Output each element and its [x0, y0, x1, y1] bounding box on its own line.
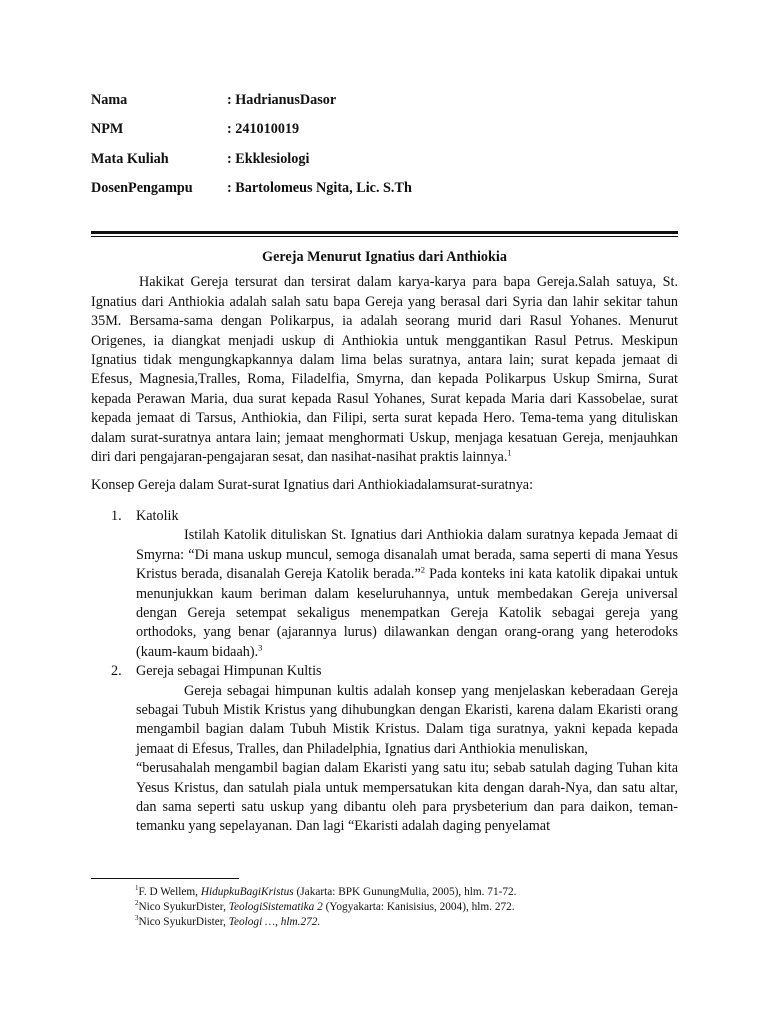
footnote-ref: 3 [258, 641, 263, 652]
footnote-ref: 1 [507, 447, 512, 458]
footnote-ref: 2 [420, 564, 426, 575]
header-row-lecturer [91, 180, 412, 209]
quote-paragraph: “berusahalah mengambil bagian dalam Ekaristi yang satu itu; sebab satulah daging Tuhan kita Yesus Kristus, dan satulah piala untuk mempersatukan kita dengan darah-Nya, dan satu altar, dan sama seperti satu uskup yang dibantu oleh para prysbeterium dan para daikon, teman-temanku yang sepelayanan. Dan lagi “Ekaristi adalah daging penyelamat [136, 760, 678, 835]
footnote-title: TeologiSistematika 2 [228, 901, 323, 913]
footnote-author: F. D Wellem, [138, 886, 201, 898]
footnote-author: Nico SyukurDister, [138, 901, 229, 913]
footnote [91, 915, 678, 930]
list-item-heading: Gereja sebagai Himpunan Kultis [136, 663, 322, 680]
footnote-title: Teologi …, hlm.272. [228, 916, 321, 928]
identity-header [91, 92, 412, 210]
header-value: : Bartolomeus Ngita, Lic. S.Th [227, 180, 412, 197]
concept-list [91, 507, 678, 837]
footnote-separator [91, 878, 239, 879]
header-label: Mata Kuliah [91, 150, 169, 167]
footnote-mark: 2 [135, 899, 139, 908]
document-body [91, 248, 678, 837]
list-item [91, 662, 678, 837]
header-row-npm [91, 121, 412, 150]
header-divider-thick [91, 231, 678, 234]
list-item-heading: Katolik [136, 507, 179, 524]
header-value: : HadrianusDasor [227, 92, 337, 108]
header-value: : 241010019 [227, 121, 300, 138]
list-item-text: Pada konteks ini kata katolik dipakai untuk menunjukkan kaum beriman dalam keseluruhannya, untuk membedakan Gereja universal dengan Gereja setempat sekaligus menempatkan Gereja Katolik sebagai gereja yang orthodoks, yang benar (ajarannya lurus) dilawankan dengan orang-orang yang heterodoks (kaum-kaum bidaah). [136, 566, 678, 660]
header-row-course [91, 151, 412, 180]
list-item-paragraph: Gereja sebagai himpunan kultis adalah konsep yang menjelaskan keberadaan Gereja sebagai Tubuh Mistik Kristus yang dihubungkan dengan Ekaristi, karena dalam Ekaristi orang mengambil bagian dalam Tubuh Mistik Kristus. Dalam tiga suratnya, yakni kepada kepada jemaat di Efesus, Tralles, dan Philadelphia, Ignatius dari Anthiokia menuliskan, [136, 682, 678, 757]
list-number: 2. [111, 663, 122, 680]
header-row-name [91, 92, 412, 121]
list-item-text: Istilah Katolik dituliskan St. Ignatius dari Anthiokia dalam suratnya kepada Jemaat di Smyrna: “Di mana uskup muncul, semoga disanalah umat berada, sama seperti di mana Yesus Kristus berada, disanalah Gereja Katolik berada.” [136, 527, 678, 583]
intro-text: Hakikat Gereja tersurat dan tersirat dalam karya-karya para bapa Gereja.Salah satuya, St. Ignatius dari Anthiokia adalah salah satu bapa Gereja yang berasal dari Syria dan lahir sekitar tahun 35M. Bersama-sama dengan Polikarpus, ia adalah seorang murid dari Rasul Yohanes. Menurut Origenes, ia diangkat menjadi uskup di Anthiokia untuk menggantikan Rasul Petrus. Meskipun Ignatius tidak mengungkapkannya dalam lima belas suratnya, antara lain; surat kepada jemaat di Efesus, Magnesia,Tralles, Roma, Filadelfia, Smyrna, dan kepada Polikarpus Uskup Smirna, Surat kepada Perawan Maria, dua surat kepada Rasul Yohanes, Surat kepada Maria dari Kassobelae, surat kepada jemaat di Tarsus, Anthiokia, dan Filipi, serta surat kepada Hero. Tema-tema yang dituliskan dalam surat-suratnya antara lain; jemaat menghormati Uskup, menjaga kesatuan Gereja, menjauhkan diri dari pengajaran-pengajaran sesat, dan nasihat-nasihat praktis lainnya. [91, 274, 678, 466]
header-label: Nama [91, 92, 128, 108]
footnote [91, 885, 678, 900]
list-lead: Konsep Gereja dalam Surat-surat Ignatius dari Anthiokiadalamsurat-suratnya: [91, 477, 534, 494]
list-number: 1. [111, 507, 122, 524]
footnote-author: Nico SyukurDister, [138, 916, 229, 928]
header-value: : Ekklesiologi [227, 150, 310, 167]
footnote [91, 900, 678, 915]
intro-paragraph [91, 273, 678, 467]
footnotes [91, 878, 678, 930]
footnote-publication: (Jakarta: BPK GunungMulia, 2005), hlm. 71-72. [293, 886, 517, 898]
list-item [91, 507, 678, 662]
list-item-paragraph [136, 526, 678, 662]
header-divider-thin [91, 236, 678, 237]
document-title: Gereja Menurut Ignatius dari Anthiokia [262, 249, 507, 265]
header-label: DosenPengampu [91, 180, 193, 197]
footnote-mark: 3 [135, 914, 139, 923]
footnote-publication: (Yogyakarta: Kanisisius, 2004), hlm. 272. [322, 901, 515, 913]
footnote-title: HidupkuBagiKristus [200, 886, 294, 898]
footnote-mark: 1 [135, 884, 139, 893]
header-label: NPM [91, 121, 124, 138]
